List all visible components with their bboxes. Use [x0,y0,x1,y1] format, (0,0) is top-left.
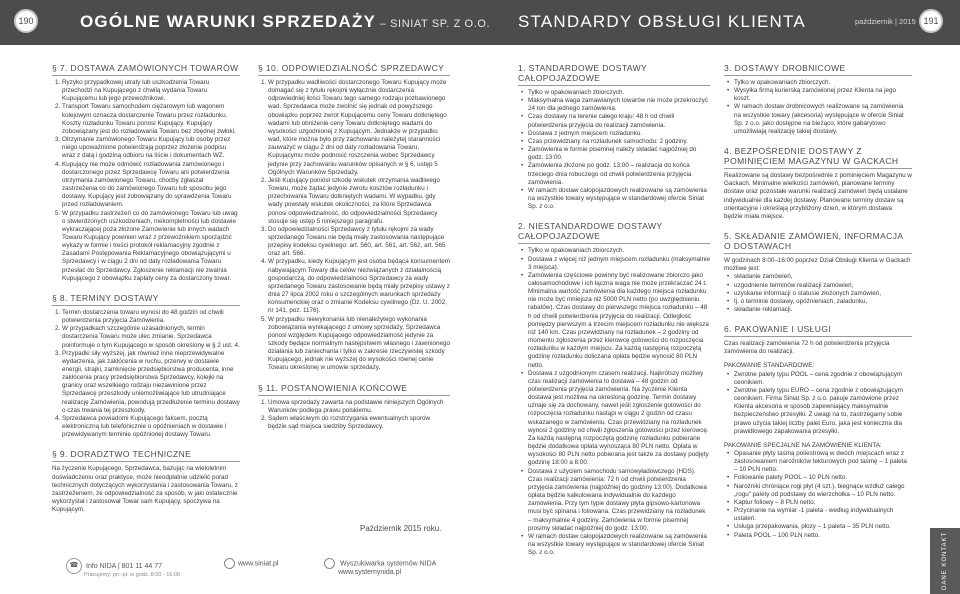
list-item: • Narożniki chroniące rogi płyt (4 szt.), biegnące wzdłuż całego „rogu” palety od podstawy do wierzchołka – 10 PLN netto. [734,483,912,499]
title-right: STANDARDY OBSŁUGI KLIENTA [518,12,806,31]
list-item: • Paleta POOL – 100 PLN netto. [734,532,912,540]
list-item: • Przycinanie na wymiar -1 paleta - według indywidualnych ustaleń. [734,507,912,523]
search-icon [324,558,335,569]
section-11-title: § 11. POSTANOWIENIA KOŃCOWE [258,382,408,393]
list-item: 2. W przypadkach szczególnie uzasadnionych, termin dostarczenia Towaru może ulec zmianie. Sprzedawca poinformuje o tym Kupującego w sposób określony w § 2 ust. 4. [62,325,240,349]
section-8-list [52,309,240,440]
section-4-text: Realizowane są dostawy bezpośrednie z pominięciem Magazynu w Gackach. Minimalne wielkości zamówień, planowane terminy dostaw oraz pozostałe warunki realizacji zamówień będą ustalane indywidualnie dla każdej dostawy. Planowane terminy dostaw są orientacyjne i określają przybliżony dzień, w którym dostawa będzie miała miejsce. [724,172,912,220]
divider [724,336,912,337]
list-item: • uzyskanie informacji o statusie złożonych zamówień, [734,290,912,298]
packing-special-title: PAKOWANIE SPECJALNE NA ZAMÓWIENIE KLIENTA: [724,441,882,449]
system-search-link[interactable] [324,558,436,576]
website-label: www.siniat.pl [238,560,279,568]
divider [724,75,912,76]
list-item: • składanie reklamacji. [734,306,912,314]
side-tab-contact[interactable]: DANE KONTAKT [930,528,960,594]
list-item: • Zamówienia częściowe powinny być realizowane zbiorczo jako całosamochodowe i ich łączna waga nie może przekraczać 24 t. Minimalna wartość zamówienia dla każdego miejsca rozładunku nie może być mniejsza niż 5000 PLN netto (po uwzględnieniu rabatów). Czas dostawy do pierwszego miejsca rozładunku – 48 h od chwili potwierdzenia przyjęcia do realizacji. Odległość pomiędzy pierwszym a trzecim miejscem rozładunku nie większa niż 140 km. Czas przewidziany na rozładunek – 2 godziny od momentu zgłoszenia przez kierowcę gotowości do rozpoczęcia rozładunku w każdym miejscu. Za każdą następną rozpoczętą godzinę rozładunku doliczana opłata będzie wynosić 80 PLN netto. [528,272,710,370]
list-item: 1. Ryzyko przypadkowej utraty lub uszkodzenia Towaru przechodzi na Kupującego z chwilą wydania Towaru Kupującemu lub jego przewoźnikowi. [62,79,240,103]
packing-standard-list [724,371,912,436]
list-item: • Wysyłka firmą kurierską zamówionej przez Klienta na jego koszt. [734,87,912,103]
list-item: • Tylko w opakowaniach zbiorczych. [528,89,710,97]
divider [518,85,710,86]
section-10-title: § 10. ODPOWIEDZIALNOŚĆ SPRZEDAWCY [258,63,445,73]
list-item: 5. W przypadku zastrzeżeń co do zamówionego Towaru lub uwag o stwierdzonych uszkodzeniach, niekompletności lub dostawie wykraczającej poza złożone Zamówienie lub innych wadach Towaru Kupujący powinien wraz z przewoźnikiem sporządzić wykazy w formie i treści protokół reklamacyjny zgodnie z Zasadami Postępowania Reklamacyjnego obowiązującymi u Sprzedawcy i w ciągu 2 dni od daty rozładowania Towaru przesłać do Sprzedawcy. Zgłoszenie reklamacji nie zwalnia Kupującego z obowiązku zapłaty ceny za dostarczony towar. [62,210,240,283]
info-hotline [66,558,180,578]
list-item: • Zamówienia w formie pisemnej należy składać najpóźniej do godz. 13:00. [528,146,710,162]
list-item: • Kaptur foliowy – 8 PLN netto. [734,499,912,507]
list-item: • W ramach dostaw całopojazdowych realizowane są zamówienia na wszystkie towary występujące w standardowej ofercie Siniat Sp. z o.o. [528,533,710,557]
section-4-title: 4. BEZPOŚREDNIE DOSTAWY Z POMINIĘCIEM MAGAZYNU W GACKACH [724,146,899,167]
list-item: • Dostawa z użyciem samochodu samowyładowczego (HDS). Czas realizacji zamówienia: 72 h od chwili potwierdzenia przyjęcia zamówienia (najpóźniej do godziny 13:00). Dodatkowa opłata będzie kalkulowana indywidualnie do każdego zamówienia. Przy tym typie dostawy płyta gipsowo-kartonowa musi być spinana i foliowana. Czas przewidziany na rozładunek – maksymalnie 4 godziny. Zamówienia w formie pisemnej prosimy składać najpóźniej do godz. 13:00. [528,468,710,533]
column-3 [518,63,710,557]
list-item: • Dostawa z jednym miejscem rozładunku. [528,130,710,138]
divider [518,243,710,244]
website-link[interactable] [224,558,278,569]
section-9-text: Na życzenie Kupującego, Sprzedawca, bazując na wieloletnim doświadczeniu oraz praktyce, może nieodpłatnie udzielić porad technicznych dotyczących wykorzystania i zastosowania Towaru, z zastrzeżeniem, że odpowiedzialność za sposób, w jaki ostatecznie wykorzystał i zastosował Towar sam Kupujący, spoczywa na Kupującym. [52,465,238,514]
list-item: 3. Przypadki siły wyższej, jak również inne nieprzewidywalne wydarzenia, jak zakłócenia w ruchu, przerwy w dostawie energii, strajki, zamknięcie przedsiębiorstwa producenta, inne zakłócenia pracy przedsiębiorstwa Sprzedawcy, kolejki na granicy oraz wszelkiego rodzaju niezawinione przez Sprzedawcę przeszkody uniemożliwiające lub utrudniające realizację Zamówienia, powodują przedłużenie terminu dostawy o czas trwania tej przeszkody. [62,350,240,415]
divider [52,461,240,462]
divider [52,305,240,306]
section-5-title: 5. SKŁADANIE ZAMÓWIEŃ, INFORMACJA O DOSTAWACH [724,231,903,252]
divider [52,75,240,76]
globe-icon [224,558,235,569]
list-item: • Foliowanie palety POOL – 10 PLN netto. [734,474,912,482]
list-item: • Tylko w opakowaniach zbiorczych. [528,247,710,255]
list-item: • Usługa przepakowania, płozy – 1 paleta – 35 PLN netto. [734,523,912,531]
document-date: Październik 2015 roku. [360,524,442,533]
list-item: 3. Otrzymanie zamówionego Towaru Kupujący lub osoby przez niego upoważnione potwierdzają poprzez złożenie podpisu wraz z datą i godziną odbioru na liście i dokumentach WZ. [62,136,240,160]
packing-standard-title: PAKOWANIE STANDARDOWE: [724,362,815,370]
section-7-list [52,79,240,283]
list-item: • tj. o terminie dostawy, opóźnieniach, załadunku, [734,298,912,306]
list-item: • Tylko w opakowaniach zbiorczych. [734,79,912,87]
phone-icon: ☎ [66,558,82,574]
title-left [80,12,490,32]
list-item: 4. Kupujący nie może odmówić rozładowania zamówionego i dostarczonego przez Sprzedawcę Towaru ani potwierdzenia otrzymania zamówionego Towaru, choćby zgłaszał zastrzeżenia co do zamówionego Towaru lub sposobu jego dostawy. Kupujący jest zobowiązany do sprawdzenia Towaru przed rozładowaniem. [62,161,240,210]
list-item: 1. Umowa sprzedaży zawarta na podstawie niniejszych Ogólnych Warunków podlega prawu polskiemu. [268,399,450,415]
section-2-title: 2. NIESTANDARDOWE DOSTAWY CAŁOPOJAZDOWE [518,221,663,242]
list-item: • Czas przewidziany na rozładunek samochodu: 2 godziny. [528,138,710,146]
list-item: 2. Jeśli Kupujący poniósł szkodę wskutek otrzymania wadliwego Towaru, może żądać jedynie zwrotu kosztów rozładunku i przechowania Towaru dotkniętych wadami. W wypadku, gdy wady powstały wskutek okoliczności, za które Sprzedawca ponosi odpowiedzialność, do odpowiedzialności Sprzedawcy stosuje się ustęp 5 niniejszego paragrafu. [268,177,450,226]
list-item: • Maksymalna waga zamawianych towarów nie może przekroczyć 24 ton dla jednego zamówienia. [528,97,710,113]
section-6-title: 6. PAKOWANIE I USŁUGI [724,324,832,335]
section-5-list [724,273,912,314]
section-8-title: § 8. TERMINY DOSTAWY [52,292,159,303]
list-item: • W ramach dostaw całopojazdowych realizowane są zamówienia na wszystkie towary występujące w standardowej ofercie Siniat Sp. z o.o. [528,187,710,211]
section-10-list [258,79,450,373]
list-item: 2. Sądem właściwym do rozstrzygania ewentualnych sporów będzie sąd miejsca siedziby Sprzedawcy. [268,415,450,431]
search-line2: www.systemynida.pl [338,569,402,576]
divider [724,168,912,169]
column-1 [52,63,240,514]
list-item: 5. W przypadku niewykonania lub nienależytego wykonania zobowiązania wynikającego z umowy sprzedaży, Sprzedawca ponosi względem Kupującego odpowiedzialność jedynie za szkody będące normalnym następstwem własnego i zawinionego działania lub zaniechania i tylko w zakresie rzeczywistej szkody Kupującego, jednak nie wyższej do wysokości równej cenie Towaru określonej w umowie sprzedaży. [268,316,450,373]
list-item: • W ramach dostaw drobnicowych realizowane są zamówienia na wszystkie towary (akcesoria) występujące w ofercie Siniat Sp. z o.o. jako dostępne na bieżąco, które gabarytowo umożliwiają realizację takiej dostawy. [734,103,912,136]
page-number-right: 191 [919,9,943,33]
list-item: 1. Termin dostarczenia towaru wynosi do 48 godzin od chwili potwierdzenia przyjęcia Zamówienia. [62,309,240,325]
packing-special-list [724,450,912,540]
list-item: 3. Do odpowiedzialności Sprzedawcy z tytułu rękojmi za wady sprzedanego Towaru nie będą miały zastosowania następujące przepisy kodeksu cywilnego: art. 560, art. 561, art. 562, art. 565 oraz art. 566. [268,226,450,259]
header-date: październik | 2015 [855,17,916,26]
section-9-title: § 9. DORADZTWO TECHNICZNE [52,449,192,460]
list-item: • Opasanie płyty taśmą poliestrową w dwóch miejscach wraz z zastosowaniem narożników tekturowych pod taśmę – 1 paleta – 10 PLN netto. [734,450,912,474]
divider [258,75,450,76]
info-hours: Pracujemy: pn.-pt. w godz. 8:00 - 16:00 [84,572,180,578]
list-item: • składanie zamówień, [734,273,912,281]
column-2 [258,63,450,431]
section-11-list [258,399,450,432]
search-line1: Wyszukiwarka systemów NIDA [339,560,437,568]
section-3-list [724,79,912,136]
list-item: 4. W przypadku, kiedy Kupującym jest osoba będąca konsumentem nabywającym Towary dla celów niezwiązanych z działalnością gospodarczą, do odpowiedzialności Sprzedawcy za wady sprzedanego Towaru zastosowanie będą miały przepisy ustawy z dnia 27 lipca 2002 roku o szczególnych warunkach sprzedaży konsumenckiej oraz o zmianie Kodeksu cywilnego (Dz. U. 2002, nr 141, poz. 1176). [268,258,450,315]
list-item: 1. W przypadku wadliwości dostarczonego Towaru Kupujący może domagać się z tytułu rękojmi wyłącznie dostarczenia odpowiedniej ilości Towaru tego samego rodzaju pozbawionego wad. Sprzedawca może zwolnić się jednak od powyższego obowiązku poprzez zwrot Kupującemu ceny Towaru dotkniętego wadami lub obniżenie ceny Towaru dotkniętego wadami do wysokości uzgodnionej z Kupującym. Jednakże w przypadku wad, które można było przy zachowaniu należytej staranności zauważyć w ciągu 2 dni od daty rozładowania Towaru, Kupującymu może podnosić roszczenia wobec Sprzedawcy jedynie przy zachowaniu warunków opisanych w § 6, ustęp 5 Ogólnych Warunków Sprzedaży. [268,79,450,177]
title-left-sub: – SINIAT SP. Z O.O. [376,18,491,30]
section-1-list [518,89,710,211]
section-3-title: 3. DOSTAWY DROBNICOWE [724,63,846,73]
divider [258,395,450,396]
header-band [0,0,960,45]
list-item: 2. Transport Towaru samochodem ciężarowym lub wagonem kolejowym oznacza dostarczenie Towaru przez rozładunku. Koszty rozładunku Towaru ponosi Kupujący. Kupujący zobowiązany jest do rozładowania Towaru bez zbędnej zwłoki. [62,103,240,136]
list-item: • Zwrotne palety typu EURO – cena zgodnie z obowiązującym cennikiem. Firma Siniat Sp. z o.o. pakuje zamówione przez Klienta akcesoria w sposób zapewniający maksymalnie bezpieczeństwo przesyłki. Z uwagi na to, zastrzegamy sobie prawo użycia takiej liczby palet Euro, jaka jest konieczna dla prawidłowego zapakowania przesyłki. [734,387,912,436]
section-2-list [518,247,710,557]
list-item: • Dostawa z więcej niż jednym miejscem rozładunku (maksymalnie 3 miejsca). [528,256,710,272]
list-item: • Dostawa z uzgodnionym czasem realizacji. Najkrótszy możliwy czas realizacji zamówienia to dostawa – 48 godzin od potwierdzenia przyjęcia zamówienia. Na życzenie Klienta dostawa jest możliwa na określoną godzinę. Termin dostawy uznaje się za dochowany, nawet jeśli zgłoszenie gotowości do rozpoczęcia rozładunku nastąpi w ciągu 2 godzin od czasu wskazanego w zamówieniu. Czas przewidziany na rozładunek wynosi 2 godziny od chwili zgłoszenia gotowości przez kierowcę. Za każdą następną rozpoczętą godzinę rozładunku pobierane będzie dodatkowa opłata wynosząca 80 PLN netto. Opłata w wysokości 80 PLN netto pobierana jest także za dostawy podjęty godzinę 18:00 a 8:00. [528,370,710,468]
section-5-intro: W godzinach 8:00–16:00 poprzez Dział Obsługi Klienta w Gackach możliwe jest: [724,257,911,273]
list-item: • uzgodnienie terminów realizacji zamówień, [734,282,912,290]
list-item: • Zwrotne palety typu POOL – cena zgodnie z obowiązującym cennikiem. [734,371,912,387]
info-label: Info NIDA | 801 11 44 77 [86,562,163,570]
divider [724,253,912,254]
column-4 [724,63,912,540]
list-item: 4. Sprzedawca powiadomi Kupującego faksem, pocztą elektroniczną lub telefonicznie o opóźnieniach w dostawie i przewidywanym terminie opóźnionej dostawy Towaru. [62,415,240,439]
page-number-left: 190 [14,9,38,33]
section-1-title: 1. STANDARDOWE DOSTAWY CAŁOPOJAZDOWE [518,63,647,83]
section-7-title: § 7. DOSTAWA ZAMÓWIONYCH TOWARÓW [52,63,239,73]
section-6-text: Czas realizacji zamówienia 72 h od potwierdzenia przyjęcia zamówienia do realizacji. [724,340,890,356]
list-item: • Zamówienia złożone po godz. 13:00 – realizacja do końca trzeciego dnia roboczego od chwili potwierdzenia przyjęcia zamówienia. [528,162,710,186]
title-left-main: OGÓLNE WARUNKI SPRZEDAŻY [80,12,377,31]
list-item: • Czas dostawy na terenie całego kraju: 48 h od chwili potwierdzenia przyjęcia do realizacji zamówienia. [528,113,710,129]
